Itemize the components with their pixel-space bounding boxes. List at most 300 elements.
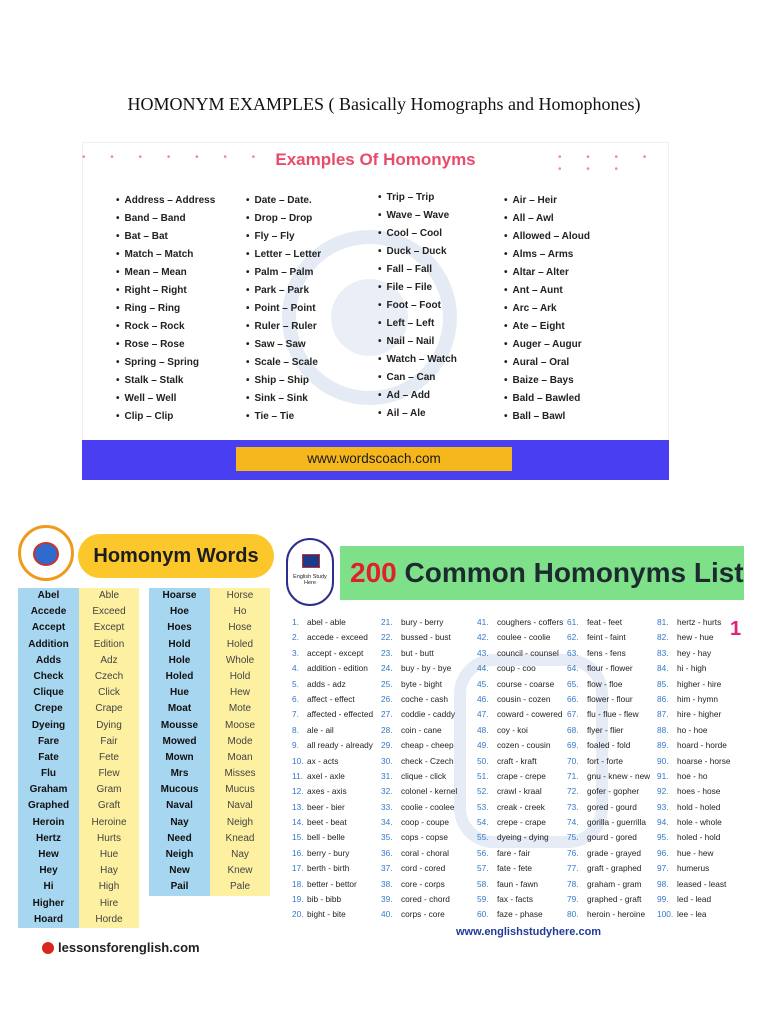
table-cell: Hoard <box>34 913 63 925</box>
item-text: fort - forte <box>587 755 623 766</box>
item-number: 40. <box>381 909 393 920</box>
list-item: • Duck – Duck <box>378 243 457 261</box>
item-text: hue - hew <box>677 847 714 858</box>
list-item: • Alms – Arms <box>504 246 590 264</box>
item-number: 4. <box>292 663 299 674</box>
list-item <box>292 738 373 753</box>
table-cell: Fate <box>38 751 59 763</box>
item-text: coup - coo <box>497 663 536 674</box>
item-text: course - coarse <box>497 678 555 689</box>
globe-icon <box>42 942 54 954</box>
item-number: 85. <box>657 678 669 689</box>
list-item: • Can – Can <box>378 369 457 387</box>
image-heading: Examples Of Homonyms <box>275 150 476 169</box>
list-item: • Park – Park <box>246 282 321 300</box>
list-item <box>477 830 563 845</box>
list-item <box>381 892 457 907</box>
list-item <box>657 892 731 907</box>
page-number: 1 <box>730 618 742 640</box>
item-text: fax - facts <box>497 894 533 905</box>
item-number: 78. <box>567 878 579 889</box>
table-cell: Hay <box>100 865 118 877</box>
list-item <box>381 615 457 630</box>
list-item: • Arc – Ark <box>504 300 590 318</box>
word-column <box>246 192 321 426</box>
item-number: 74. <box>567 817 579 828</box>
item-number: 34. <box>381 817 393 828</box>
item-text: crepe - crape <box>497 817 546 828</box>
word-table <box>149 588 270 896</box>
list-item <box>657 707 731 722</box>
item-text: hertz - hurts <box>677 617 722 627</box>
list-item <box>292 661 373 676</box>
item-text: flour - flower <box>587 663 633 674</box>
table-cell: Exceed <box>92 606 126 618</box>
table-cell: Holed <box>165 670 194 682</box>
list-item <box>477 630 563 645</box>
item-text: cousin - cozen <box>497 693 551 704</box>
list-item: • Fall – Fall <box>378 261 457 279</box>
item-text: cheap - cheep <box>401 740 454 751</box>
list-item <box>477 677 563 692</box>
item-number: 32. <box>381 786 393 797</box>
table-cell: Hertz <box>35 832 61 844</box>
table-cell: Horse <box>226 590 254 601</box>
list-item <box>292 815 373 830</box>
item-number: 28. <box>381 724 393 735</box>
table-cell: Nay <box>170 816 189 828</box>
item-number: 3. <box>292 647 299 658</box>
item-number: 89. <box>657 740 669 751</box>
list-item: • Match – Match <box>116 246 215 264</box>
table-cell: Adz <box>100 654 118 666</box>
table-cell: Hey <box>39 865 58 877</box>
list-item <box>292 861 373 876</box>
table-cell: Need <box>167 832 192 844</box>
image-footer-bar <box>82 440 669 480</box>
list-item <box>567 800 650 815</box>
list-item <box>657 738 731 753</box>
list-item <box>381 861 457 876</box>
list-item <box>381 784 457 799</box>
item-number: 100. <box>657 909 674 920</box>
item-number: 29. <box>381 740 393 751</box>
item-number: 38. <box>381 878 393 889</box>
table-cell: Mode <box>227 735 253 747</box>
table-cell: Hole <box>168 654 191 666</box>
item-text: him - hymn <box>677 693 719 704</box>
item-text: hoe - ho <box>677 770 708 781</box>
table-cell: High <box>98 881 120 893</box>
item-number: 6. <box>292 693 299 704</box>
item-number: 13. <box>292 801 304 812</box>
item-text: feat - feet <box>587 617 623 627</box>
table-cell: Knew <box>227 865 253 877</box>
item-text: hole - whole <box>677 817 722 828</box>
item-number: 47. <box>477 709 489 720</box>
table-cell: Hue <box>99 849 119 860</box>
item-text: clique - click <box>401 770 447 781</box>
item-number: 45. <box>477 678 489 689</box>
item-number: 75. <box>567 832 579 843</box>
item-number: 77. <box>567 863 579 874</box>
list-item <box>657 877 731 892</box>
table-cell: Higher <box>32 897 65 909</box>
item-number: 35. <box>381 832 393 843</box>
list-item <box>567 846 650 861</box>
item-text: coulee - coolie <box>497 632 551 643</box>
item-number: 92. <box>657 786 669 797</box>
table-cell: Heroine <box>91 816 127 828</box>
item-number: 70. <box>567 755 579 766</box>
item-text: better - bettor <box>307 878 357 889</box>
item-text: humerus <box>677 863 710 874</box>
item-number: 49. <box>477 740 489 751</box>
item-number: 66. <box>567 693 579 704</box>
table-cell: Graham <box>29 784 68 796</box>
item-number: 42. <box>477 632 489 643</box>
table-cell: Hew <box>229 687 250 699</box>
list-item <box>657 630 731 645</box>
table-cell: Gram <box>96 784 122 796</box>
table-cell: Flew <box>98 768 120 780</box>
list-item <box>657 846 731 861</box>
list-item: • Clip – Clip <box>116 408 215 426</box>
item-text: hold - holed <box>677 801 721 812</box>
list-item <box>292 692 373 707</box>
item-text: faze - phase <box>497 909 543 920</box>
item-text: axel - axle <box>307 770 345 781</box>
list-item <box>657 815 731 830</box>
list-item <box>292 630 373 645</box>
table-cell: Ho <box>233 606 247 618</box>
list-item: • Well – Well <box>116 390 215 408</box>
list-item <box>567 707 650 722</box>
source-url: www.wordscoach.com <box>236 447 512 471</box>
table-cell: Moose <box>224 719 255 731</box>
item-text: council - counsel <box>497 647 559 658</box>
list-item <box>657 646 731 661</box>
english-study-here-logo: English Study Here <box>286 538 334 606</box>
item-number: 96. <box>657 847 669 858</box>
list-item <box>381 677 457 692</box>
list-item: • Date – Date. <box>246 192 321 210</box>
list-item: • Ruler – Ruler <box>246 318 321 336</box>
item-text: lee - lea <box>677 909 707 920</box>
table-cell: New <box>169 865 190 877</box>
list-item <box>477 615 563 630</box>
item-text: hey - hay <box>677 647 712 658</box>
item-text: led - lead <box>677 894 712 905</box>
list-item <box>657 800 731 815</box>
item-text: accede - exceed <box>307 632 368 643</box>
word-column <box>292 615 373 923</box>
list-item: • Nail – Nail <box>378 333 457 351</box>
item-text: hi - high <box>677 663 707 674</box>
table-cell: Holed <box>226 638 254 650</box>
item-number: 57. <box>477 863 489 874</box>
table-cell: Mrs <box>170 768 189 780</box>
list-item <box>477 738 563 753</box>
item-text: flow - floe <box>587 678 623 689</box>
item-text: heroin - heroine <box>587 909 646 920</box>
list-item <box>381 877 457 892</box>
list-item <box>477 692 563 707</box>
item-number: 61. <box>567 617 579 627</box>
list-item: • Palm – Palm <box>246 264 321 282</box>
list-item: • Rock – Rock <box>116 318 215 336</box>
table-cell: Mowed <box>162 735 197 747</box>
table-cell: Edition <box>93 638 125 650</box>
item-text: crape - crepe <box>497 770 546 781</box>
item-text: berry - bury <box>307 847 350 858</box>
image-heading: Homonym Words <box>93 545 259 567</box>
item-text: feint - faint <box>587 632 626 643</box>
table-cell: Accept <box>31 622 66 634</box>
table-cell: Hi <box>43 881 54 893</box>
item-text: hoarse - horse <box>677 755 731 766</box>
item-text: bell - belle <box>307 832 345 843</box>
item-number: 24. <box>381 663 393 674</box>
item-number: 51. <box>477 770 489 781</box>
list-item <box>567 861 650 876</box>
list-item <box>477 892 563 907</box>
item-number: 43. <box>477 647 489 658</box>
list-item <box>567 738 650 753</box>
table-cell: Hoe <box>170 606 189 618</box>
list-item: • Right – Right <box>116 282 215 300</box>
item-number: 84. <box>657 663 669 674</box>
item-text: all ready - already <box>307 740 373 751</box>
item-text: foaled - fold <box>587 740 631 751</box>
table-cell: Naval <box>166 800 193 812</box>
item-number: 99. <box>657 894 669 905</box>
item-text: cozen - cousin <box>497 740 551 751</box>
source-url: lessonsforenglish.com <box>42 940 200 955</box>
item-number: 50. <box>477 755 489 766</box>
list-item <box>477 846 563 861</box>
list-item: • Letter – Letter <box>246 246 321 264</box>
table-cell: Czech <box>94 670 124 682</box>
item-text: dyeing - dying <box>497 832 549 843</box>
item-text: fate - fete <box>497 863 533 874</box>
item-number: 71. <box>567 770 579 781</box>
item-number: 94. <box>657 817 669 828</box>
list-item <box>567 723 650 738</box>
item-number: 10. <box>292 755 304 766</box>
list-item <box>567 815 650 830</box>
item-number: 37. <box>381 863 393 874</box>
item-text: hoes - hose <box>677 786 721 797</box>
list-item <box>381 738 457 753</box>
table-cell: Heroin <box>32 816 65 828</box>
list-item <box>657 907 731 922</box>
table-cell: Fair <box>100 735 118 747</box>
item-text: hew - hue <box>677 632 714 643</box>
list-item <box>292 784 373 799</box>
list-item: • Ship – Ship <box>246 372 321 390</box>
item-text: byte - bight <box>401 678 443 689</box>
list-item <box>292 723 373 738</box>
item-number: 87. <box>657 709 669 720</box>
item-number: 76. <box>567 847 579 858</box>
item-text: graphed - graft <box>587 894 642 905</box>
list-item: • Air – Heir <box>504 192 590 210</box>
list-item <box>292 754 373 769</box>
list-item <box>567 877 650 892</box>
item-text: coward - cowered <box>497 709 563 720</box>
table-cell: Mousse <box>160 719 199 731</box>
item-number: 12. <box>292 786 304 797</box>
item-number: 20. <box>292 909 304 920</box>
list-item <box>567 769 650 784</box>
item-text: core - corps <box>401 878 445 889</box>
title-banner <box>340 546 744 600</box>
item-number: 7. <box>292 709 299 720</box>
list-item <box>477 754 563 769</box>
table-cell: Clique <box>33 687 64 699</box>
item-number: 80. <box>567 909 579 920</box>
table-cell: Hose <box>228 622 252 634</box>
item-number: 56. <box>477 847 489 858</box>
list-item <box>292 892 373 907</box>
list-item <box>292 646 373 661</box>
list-item: • Ring – Ring <box>116 300 215 318</box>
item-text: gourd - gored <box>587 832 637 843</box>
table-cell: Adds <box>36 654 61 666</box>
list-item <box>567 907 650 922</box>
table-cell: Click <box>98 687 120 699</box>
source-url: www.englishstudyhere.com <box>456 926 602 938</box>
table-cell: Graft <box>97 800 121 812</box>
item-text: graft - graphed <box>587 863 642 874</box>
item-number: 36. <box>381 847 393 858</box>
examples-of-homonyms-image <box>82 142 669 480</box>
list-item <box>477 769 563 784</box>
item-number: 81. <box>657 617 669 627</box>
list-item: • Wave – Wave <box>378 207 457 225</box>
item-number: 68. <box>567 724 579 735</box>
item-text: hoard - horde <box>677 740 727 751</box>
list-item: • Ball – Bawl <box>504 408 590 426</box>
item-text: gnu - knew - new <box>587 770 651 781</box>
item-number: 65. <box>567 678 579 689</box>
item-number: 21. <box>381 617 393 627</box>
item-text: affected - effected <box>307 709 374 720</box>
item-text: axes - axis <box>307 786 347 797</box>
list-item <box>381 830 457 845</box>
item-text: grade - grayed <box>587 847 641 858</box>
item-text: flu - flue - flew <box>587 709 639 720</box>
item-text: coughers - coffers <box>497 617 564 627</box>
item-text: hire - higher <box>677 709 722 720</box>
item-number: 72. <box>567 786 579 797</box>
item-number: 2. <box>292 632 299 643</box>
item-text: but - butt <box>401 647 434 658</box>
item-number: 19. <box>292 894 304 905</box>
list-item <box>381 754 457 769</box>
item-number: 82. <box>657 632 669 643</box>
list-item <box>292 769 373 784</box>
item-number: 39. <box>381 894 393 905</box>
list-item: • Point – Point <box>246 300 321 318</box>
homonym-words-image <box>16 522 278 966</box>
item-number: 25. <box>381 678 393 689</box>
list-item: • Drop – Drop <box>246 210 321 228</box>
list-item <box>567 830 650 845</box>
list-item: • Trip – Trip <box>378 189 457 207</box>
list-item <box>567 630 650 645</box>
item-number: 58. <box>477 878 489 889</box>
list-item <box>657 661 731 676</box>
item-text: fens - fens <box>587 647 626 658</box>
item-text: beer - bier <box>307 801 345 812</box>
list-item <box>657 615 731 630</box>
table-cell: Except <box>93 622 125 634</box>
lessons-for-english-logo <box>18 525 74 581</box>
table-cell: Check <box>33 670 64 682</box>
item-number: 88. <box>657 724 669 735</box>
table-cell: Addition <box>28 638 69 650</box>
table-cell: Able <box>98 590 119 601</box>
item-number: 48. <box>477 724 489 735</box>
table-cell: Crape <box>95 703 123 715</box>
item-text: gorilla - guerrilla <box>587 817 647 828</box>
item-number: 98. <box>657 878 669 889</box>
table-cell: Mown <box>165 751 194 763</box>
table-cell: Nay <box>231 849 249 860</box>
item-number: 15. <box>292 832 304 843</box>
list-item <box>381 907 457 922</box>
item-text: coddie - caddy <box>401 709 455 720</box>
item-text: gored - gourd <box>587 801 637 812</box>
table-cell: Mucous <box>160 784 199 796</box>
item-number: 90. <box>657 755 669 766</box>
item-text: cord - cored <box>401 863 446 874</box>
list-item <box>292 830 373 845</box>
list-item <box>381 646 457 661</box>
table-cell: Hue <box>170 687 189 699</box>
table-cell: Neigh <box>226 816 254 828</box>
list-item: • Sink – Sink <box>246 390 321 408</box>
list-item: • Mean – Mean <box>116 264 215 282</box>
item-text: buy - by - bye <box>401 663 452 674</box>
list-item: • Ate – Eight <box>504 318 590 336</box>
item-number: 73. <box>567 801 579 812</box>
list-item: • Watch – Watch <box>378 351 457 369</box>
item-number: 83. <box>657 647 669 658</box>
item-text: cored - chord <box>401 894 450 905</box>
table-cell: Fare <box>37 735 60 747</box>
list-item <box>477 707 563 722</box>
list-item: • Rose – Rose <box>116 336 215 354</box>
item-text: berth - birth <box>307 863 350 874</box>
list-item <box>477 784 563 799</box>
table-cell: Knead <box>225 832 255 844</box>
page-title: HOMONYM EXAMPLES ( Basically Homographs and Homophones) <box>127 94 641 114</box>
list-item: • File – File <box>378 279 457 297</box>
list-item <box>381 630 457 645</box>
list-item <box>292 846 373 861</box>
item-number: 22. <box>381 632 393 643</box>
item-text: coolie - coolee <box>401 801 455 812</box>
list-item <box>477 815 563 830</box>
item-number: 11. <box>292 770 303 781</box>
list-item: • Band – Band <box>116 210 215 228</box>
item-text: ale - ail <box>307 724 334 735</box>
item-text: ax - acts <box>307 755 339 766</box>
item-text: colonel - kernel <box>401 786 458 797</box>
